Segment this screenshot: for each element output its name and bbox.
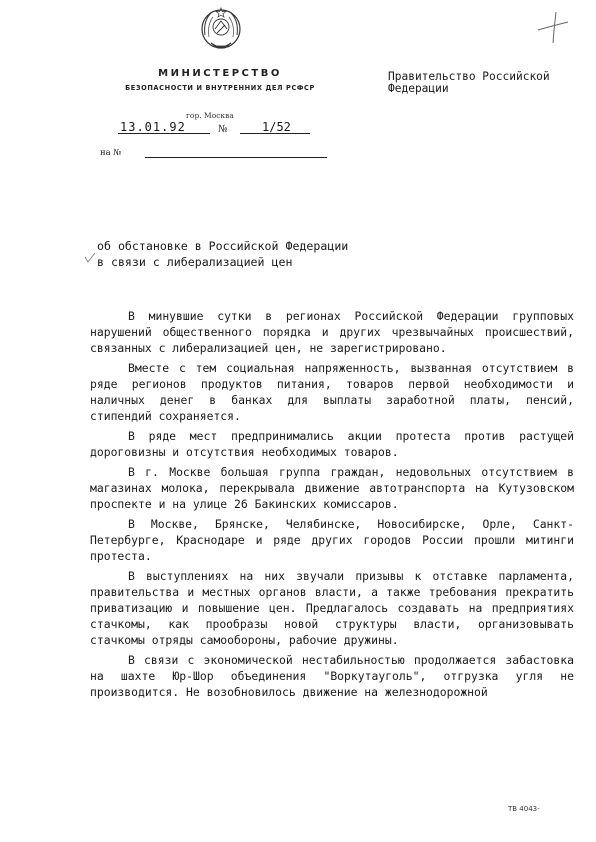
ministry-title: МИНИСТЕРСТВО [158,68,282,79]
date-underline [118,133,210,134]
addressee-line1: Правительство Российской [388,70,550,83]
body-paragraph: В минувшие сутки в регионах Российской Федерации групповых нарушений общественного порядка и других чрезвычайных происшествий, связанных с либерализацией цен, не зарегистрировано. [90,309,574,355]
body-paragraph: Вместе с тем социальная напряженность, вызванная отсутствием в ряде регионов продуктов питания, товаров первой необходимости и наличных денег в банках для выплаты заработной платы, пенсий, стипендий сохраняется. [90,361,574,423]
body-paragraph: В выступлениях на них звучали призывы к отставке парламента, правительства и местных органов власти, а также требования прекратить приватизацию и повышение цен. Предлагалось создавать на предприятиях стачкомы, как прообразы новой структуры власти, организовывать стачкомы отряды самообороны, рабочие дружины. [90,569,574,647]
body-paragraph: В ряде мест предпринимались акции протеста против растущей дороговизны и отсутствия необходимых товаров. [90,429,574,459]
document-date: 13.01.92 [120,120,186,134]
body-paragraph: В Москве, Брянске, Челябинске, Новосибирске, Орле, Санкт-Петербурге, Краснодаре и ряде других городов России прошли митинги протеста. [90,517,574,563]
number-underline [240,133,310,134]
document-body [90,308,574,704]
handwritten-plus-mark [534,8,570,44]
number-label: № [218,124,228,135]
addressee-block [388,71,578,95]
subject-block [97,238,397,270]
ministry-subtitle: БЕЗОПАСНОСТИ И ВНУТРЕННИХ ДЕЛ РСФСР [125,84,315,92]
reference-underline [145,157,327,158]
handwritten-check-mark [84,252,96,264]
reference-label: на № [100,148,122,158]
addressee-line2: Федерации [388,82,449,95]
footer-code: ТВ 4043- [508,805,540,813]
body-paragraph: В связи с экономической нестабильностью продолжается забастовка на шахте Юр-Шор объединения "Воркутауголь", отгрузка угля не производится. Не возобновилось движение на железнодорожной [90,653,574,699]
document-number: 1/52 [262,120,291,134]
ministry-block [100,68,340,92]
city-label: гор. Москва [186,111,234,120]
state-emblem-icon [199,5,243,53]
subject-line2: в связи с либерализацией цен [97,255,293,269]
body-paragraph: В г. Москве большая группа граждан, недовольных отсутствием в магазинах молока, перекрывала движение автотранспорта на Кутузовском проспекте и на улице 26 Бакинских комиссаров. [90,465,574,511]
subject-line1: об обстановке в Российской Федерации [97,239,349,253]
